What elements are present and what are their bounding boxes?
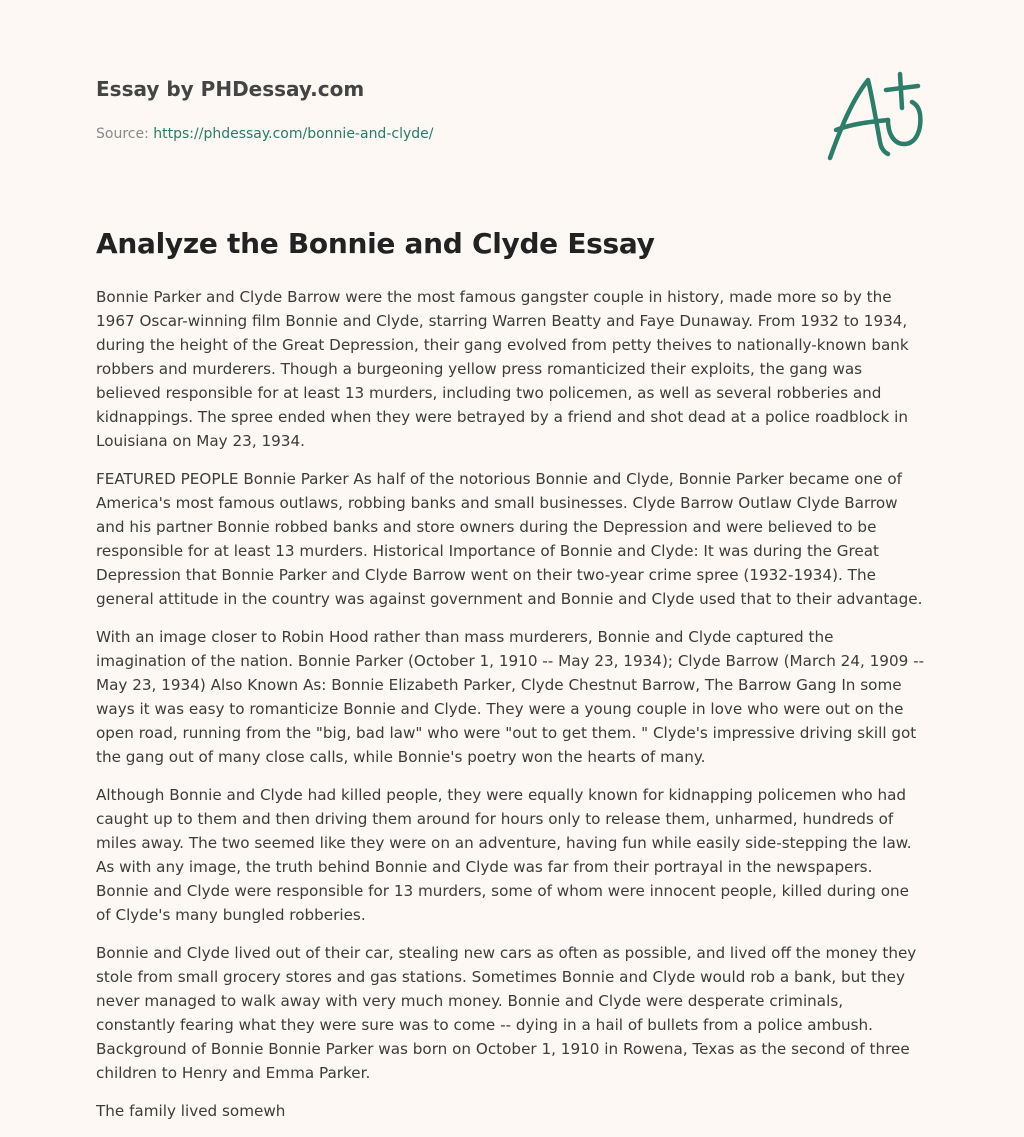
- essay-paragraph: Although Bonnie and Clyde had killed people, they were equally known for kidnapping policemen who had caught up to them and then driving them around for hours only to release them, unharmed, hundreds of miles away. The two seemed like they were on an adventure, having fun while easily side-stepping the law. As with any image, the truth behind Bonnie and Clyde was far from their portrayal in the newspapers. Bonnie and Clyde were responsible for 13 murders, some of whom were innocent people, killed during one of Clyde's many bungled robberies.: [96, 786, 912, 924]
- a-plus-logo-icon: [822, 68, 928, 164]
- site-title: Essay by PHDessay.com: [96, 77, 365, 101]
- essay-paragraph: Bonnie and Clyde lived out of their car, stealing new cars as often as possible, and lived off the money they stole from small grocery stores and gas stations. Sometimes Bonnie and Clyde would rob a bank, but they never managed to walk away with very much money. Bonnie and Clyde were desperate criminals, constantly fearing what they were sure was to come -- dying in a hail of bullets from a police ambush. Background of Bonnie Bonnie Parker was born on October 1, 1910 in Rowena, Texas as the second of three children to Henry and Emma Parker.: [96, 944, 917, 1082]
- essay-paragraph: With an image closer to Robin Hood rather than mass murderers, Bonnie and Clyde captured the imagination of the nation. Bonnie Parker (October 1, 1910 -- May 23, 1934); Clyde Barrow (March 24, 1909 -- May 23, 1934) Also Known As: Bonnie Elizabeth Parker, Clyde Chestnut Barrow, The Barrow Gang In some ways it was easy to romanticize Bonnie and Clyde. They were a young couple in love who were out on the open road, running from the "big, bad law" who were "out to get them. " Clyde's impressive driving skill got the gang out of many close calls, while Bonnie's poetry won the hearts of many.: [96, 628, 925, 766]
- essay-paragraph: The family lived somewh: [96, 1102, 286, 1120]
- source-link[interactable]: https://phdessay.com/bonnie-and-clyde/: [153, 126, 434, 142]
- source-line: [96, 124, 796, 144]
- essay-body: [96, 285, 926, 1137]
- page-header: [96, 74, 796, 144]
- source-label: Source:: [96, 126, 154, 142]
- essay-title: Analyze the Bonnie and Clyde Essay: [96, 227, 655, 260]
- essay-paragraph: FEATURED PEOPLE Bonnie Parker As half of the notorious Bonnie and Clyde, Bonnie Parker became one of America's most famous outlaws, robbing banks and small businesses. Clyde Barrow Outlaw Clyde Barrow and his partner Bonnie robbed banks and store owners during the Depression and were believed to be responsible for at least 13 murders. Historical Importance of Bonnie and Clyde: It was during the Great Depression that Bonnie Parker and Clyde Barrow went on their two-year crime spree (1932-1934). The general attitude in the country was against government and Bonnie and Clyde used that to their advantage.: [96, 470, 923, 608]
- essay-paragraph: Bonnie Parker and Clyde Barrow were the most famous gangster couple in history, made more so by the 1967 Oscar-winning film Bonnie and Clyde, starring Warren Beatty and Faye Dunaway. From 1932 to 1934, during the height of the Great Depression, their gang evolved from petty theives to nationally-known bank robbers and murderers. Though a burgeoning yellow press romanticized their exploits, the gang was believed responsible for at least 13 murders, including two policemen, as well as several robberies and kidnappings. The spree ended when they were betrayed by a friend and shot dead at a police roadblock in Louisiana on May 23, 1934.: [96, 288, 909, 450]
